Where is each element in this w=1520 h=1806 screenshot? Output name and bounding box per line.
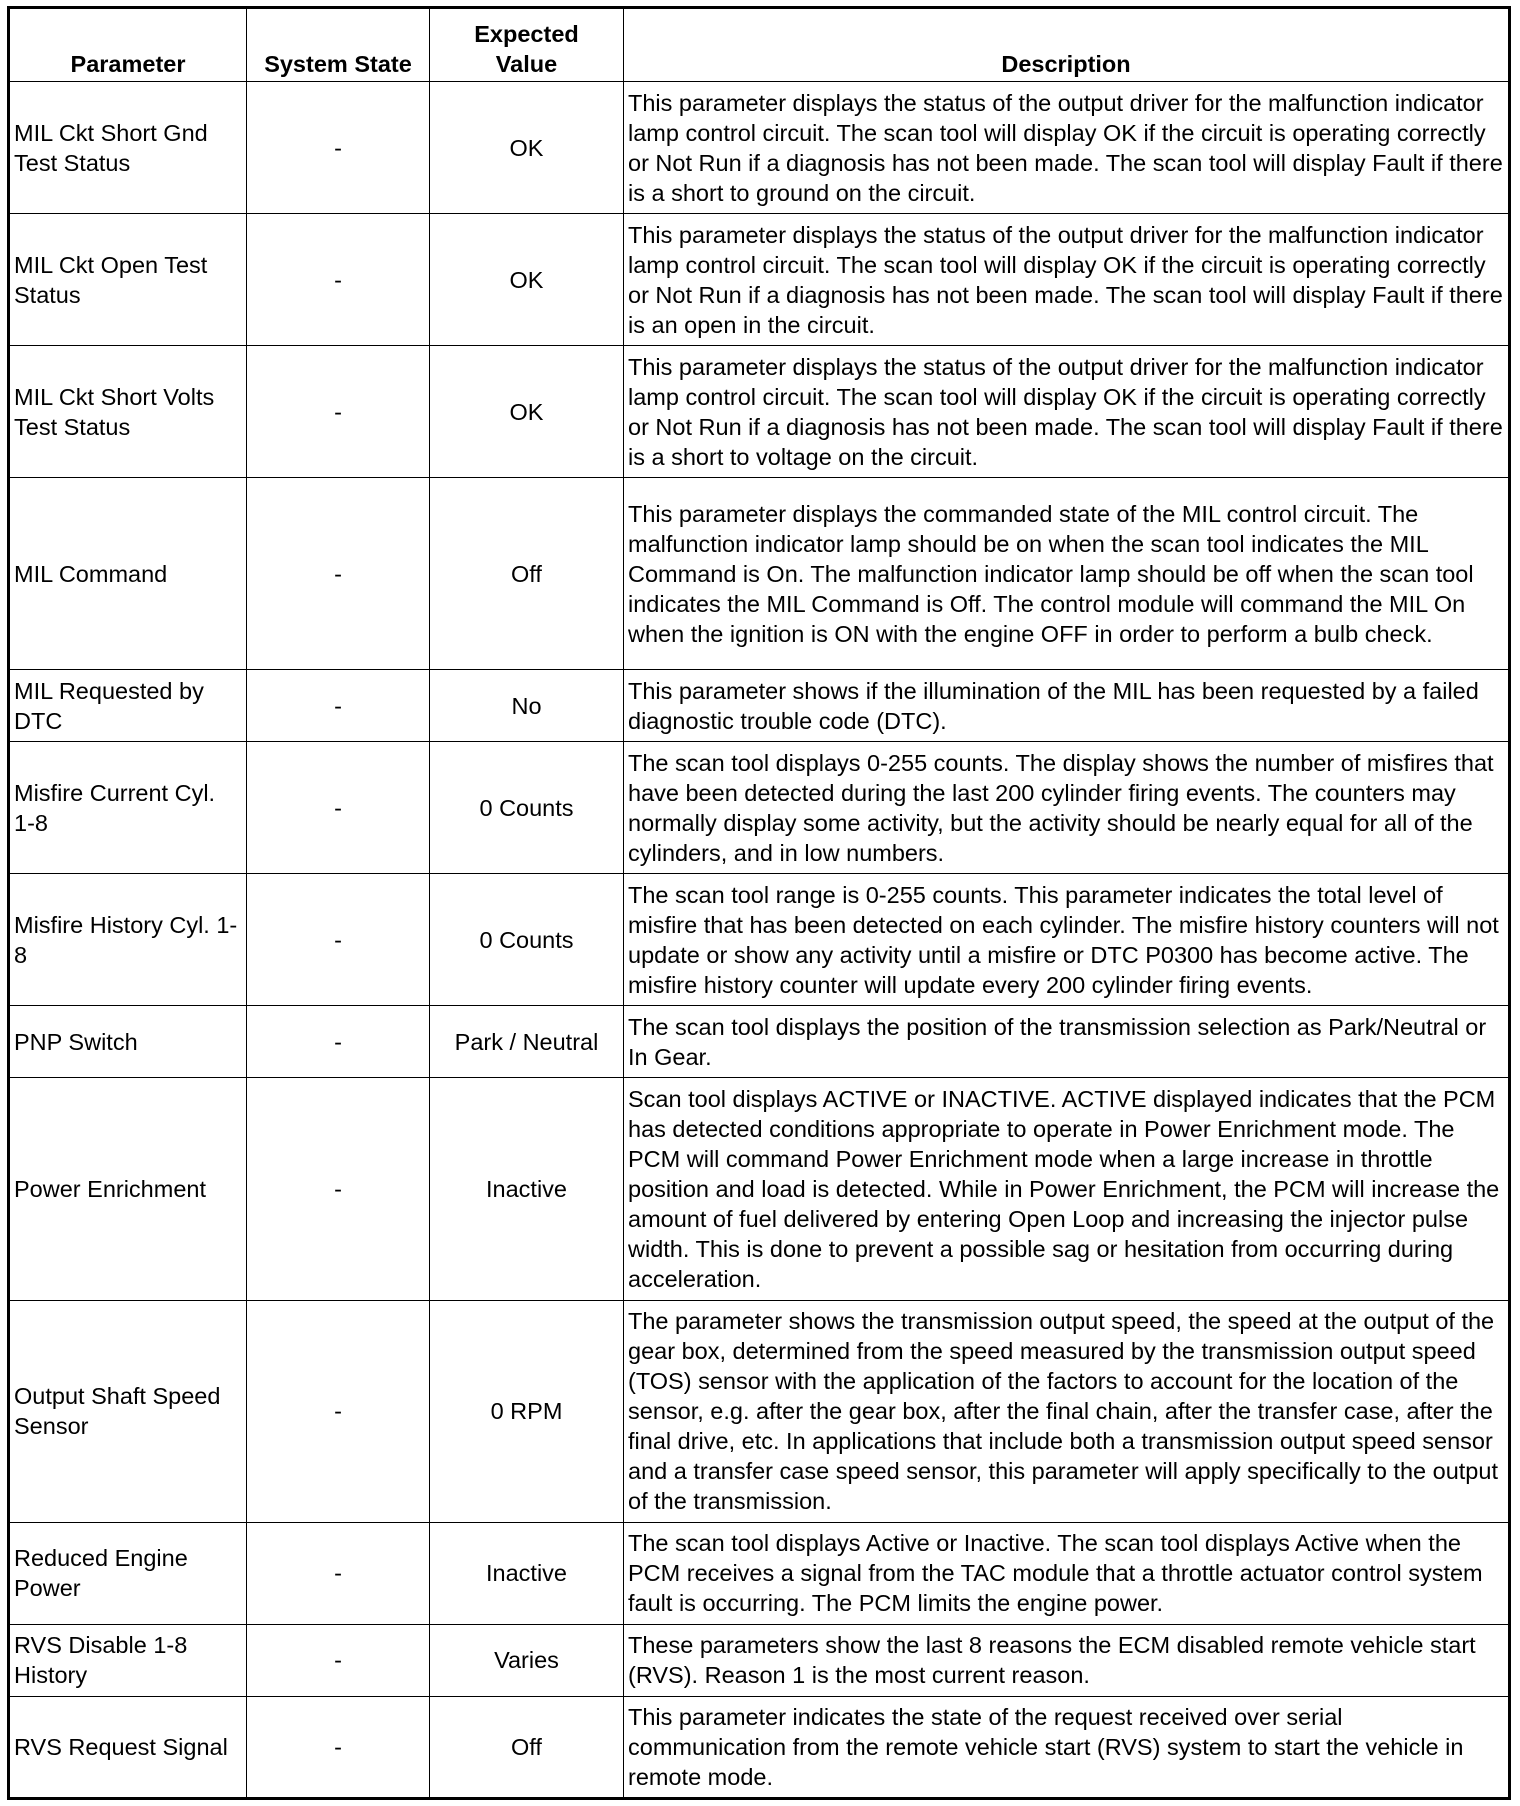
system-state-cell: - xyxy=(247,1624,430,1696)
header-row xyxy=(9,8,1510,82)
table-row xyxy=(9,874,1510,1006)
expected-value-cell: 0 Counts xyxy=(430,874,624,1006)
table-row xyxy=(9,1078,1510,1300)
expected-value-cell: OK xyxy=(430,82,624,214)
expected-value-cell: 0 Counts xyxy=(430,742,624,874)
system-state-cell: - xyxy=(247,1300,430,1522)
expected-value-cell: Inactive xyxy=(430,1522,624,1624)
parameter-cell: Misfire Current Cyl. 1-8 xyxy=(9,742,247,874)
system-state-cell: - xyxy=(247,346,430,478)
expected-value-cell: Varies xyxy=(430,1624,624,1696)
parameter-cell: MIL Ckt Short Gnd Test Status xyxy=(9,82,247,214)
description-cell: The scan tool displays the position of the transmission selection as Park/Neutral or In Gear. xyxy=(624,1006,1510,1078)
system-state-cell: - xyxy=(247,1006,430,1078)
table-row xyxy=(9,1522,1510,1624)
parameter-table xyxy=(7,6,1511,1800)
system-state-cell: - xyxy=(247,478,430,670)
table-row xyxy=(9,1624,1510,1696)
header-description: Description xyxy=(624,8,1510,82)
parameter-cell: Reduced Engine Power xyxy=(9,1522,247,1624)
expected-value-cell: Inactive xyxy=(430,1078,624,1300)
parameter-cell: RVS Disable 1-8 History xyxy=(9,1624,247,1696)
system-state-cell: - xyxy=(247,742,430,874)
table-row xyxy=(9,346,1510,478)
header-system-state: System State xyxy=(247,8,430,82)
parameter-cell: RVS Request Signal xyxy=(9,1696,247,1798)
parameter-cell: PNP Switch xyxy=(9,1006,247,1078)
parameter-cell: MIL Requested by DTC xyxy=(9,670,247,742)
table-row xyxy=(9,214,1510,346)
parameter-cell: Misfire History Cyl. 1-8 xyxy=(9,874,247,1006)
table-row xyxy=(9,742,1510,874)
parameter-cell: Power Enrichment xyxy=(9,1078,247,1300)
header-expected-value-line2: Value xyxy=(495,51,558,77)
expected-value-cell: Off xyxy=(430,1696,624,1798)
expected-value-cell: No xyxy=(430,670,624,742)
table-row xyxy=(9,1300,1510,1522)
table-row xyxy=(9,82,1510,214)
parameter-cell: MIL Ckt Short Volts Test Status xyxy=(9,346,247,478)
expected-value-cell: OK xyxy=(430,346,624,478)
system-state-cell: - xyxy=(247,82,430,214)
parameter-cell: MIL Ckt Open Test Status xyxy=(9,214,247,346)
description-cell: This parameter shows if the illumination of the MIL has been requested by a failed diagnostic trouble code (DTC). xyxy=(624,670,1510,742)
description-cell: This parameter indicates the state of the request received over serial communication from the remote vehicle start (RVS) system to start the vehicle in remote mode. xyxy=(624,1696,1510,1798)
description-cell: The scan tool displays 0-255 counts. The display shows the number of misfires that have been detected during the last 200 cylinder firing events. The counters may normally display some activity, but the activity should be nearly equal for all of the cylinders, and in low numbers. xyxy=(624,742,1510,874)
parameter-cell: Output Shaft Speed Sensor xyxy=(9,1300,247,1522)
description-cell: This parameter displays the status of the output driver for the malfunction indicator lamp control circuit. The scan tool will display OK if the circuit is operating correctly or Not Run if a diagnosis has not been made. The scan tool will display Fault if there is an open in the circuit. xyxy=(624,214,1510,346)
description-cell: The parameter shows the transmission output speed, the speed at the output of the gear box, determined from the speed measured by the transmission output speed (TOS) sensor with the application of the factors to account for the location of the sensor, e.g. after the gear box, after the final chain, after the transfer case, after the final drive, etc. In applications that include both a transmission output speed sensor and a transfer case speed sensor, this parameter will apply specifically to the output of the transmission. xyxy=(624,1300,1510,1522)
description-cell: The scan tool range is 0-255 counts. This parameter indicates the total level of misfire that has been detected on each cylinder. The misfire history counters will not update or show any activity until a misfire or DTC P0300 has become active. The misfire history counter will update every 200 cylinder firing events. xyxy=(624,874,1510,1006)
expected-value-cell: Park / Neutral xyxy=(430,1006,624,1078)
parameter-cell: MIL Command xyxy=(9,478,247,670)
description-cell: The scan tool displays Active or Inactive. The scan tool displays Active when the PCM receives a signal from the TAC module that a throttle actuator control system fault is occurring. The PCM limits the engine power. xyxy=(624,1522,1510,1624)
system-state-cell: - xyxy=(247,214,430,346)
table-row xyxy=(9,478,1510,670)
table-row xyxy=(9,1696,1510,1798)
expected-value-cell: Off xyxy=(430,478,624,670)
system-state-cell: - xyxy=(247,1522,430,1624)
description-cell: These parameters show the last 8 reasons the ECM disabled remote vehicle start (RVS). Reason 1 is the most current reason. xyxy=(624,1624,1510,1696)
description-cell: This parameter displays the status of the output driver for the malfunction indicator lamp control circuit. The scan tool will display OK if the circuit is operating correctly or Not Run if a diagnosis has not been made. The scan tool will display Fault if there is a short to voltage on the circuit. xyxy=(624,346,1510,478)
system-state-cell: - xyxy=(247,1078,430,1300)
header-parameter: Parameter xyxy=(9,8,247,82)
description-cell: This parameter displays the status of the output driver for the malfunction indicator lamp control circuit. The scan tool will display OK if the circuit is operating correctly or Not Run if a diagnosis has not been made. The scan tool will display Fault if there is a short to ground on the circuit. xyxy=(624,82,1510,214)
table-row xyxy=(9,670,1510,742)
description-cell: Scan tool displays ACTIVE or INACTIVE. ACTIVE displayed indicates that the PCM has detected conditions appropriate to operate in Power Enrichment mode. The PCM will command Power Enrichment mode when a large increase in throttle position and load is detected. While in Power Enrichment, the PCM will increase the amount of fuel delivered by entering Open Loop and increasing the injector pulse width. This is done to prevent a possible sag or hesitation from occurring during acceleration. xyxy=(624,1078,1510,1300)
description-cell: This parameter displays the commanded state of the MIL control circuit. The malfunction indicator lamp should be on when the scan tool indicates the MIL Command is On. The malfunction indicator lamp should be off when the scan tool indicates the MIL Command is Off. The control module will command the MIL On when the ignition is ON with the engine OFF in order to perform a bulb check. xyxy=(624,478,1510,670)
header-expected-value-line1: Expected xyxy=(474,21,579,47)
table-row xyxy=(9,1006,1510,1078)
system-state-cell: - xyxy=(247,670,430,742)
header-expected-value xyxy=(430,8,624,82)
system-state-cell: - xyxy=(247,1696,430,1798)
expected-value-cell: 0 RPM xyxy=(430,1300,624,1522)
expected-value-cell: OK xyxy=(430,214,624,346)
system-state-cell: - xyxy=(247,874,430,1006)
